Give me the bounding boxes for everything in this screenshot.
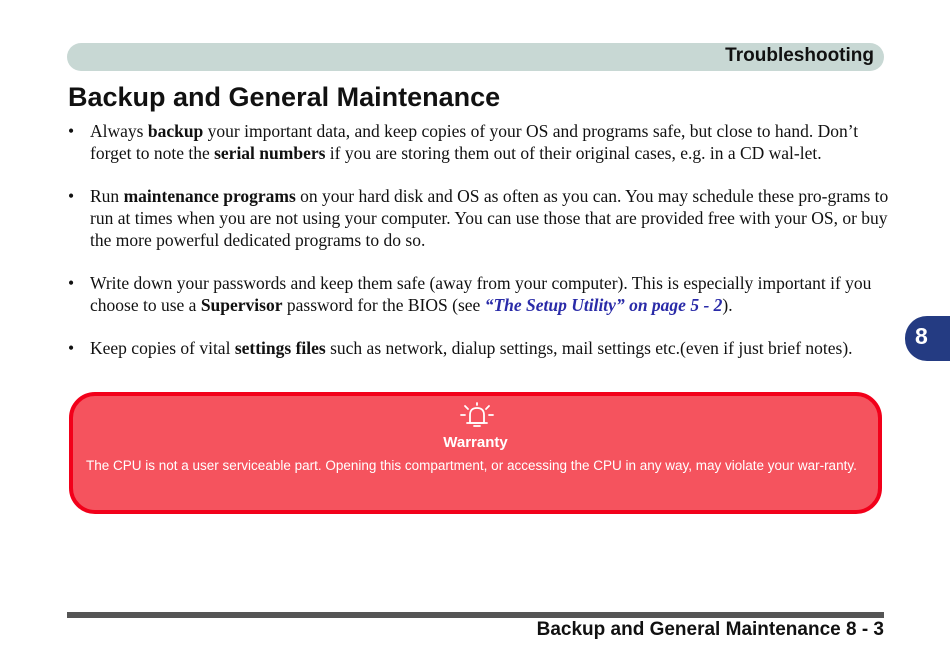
- bullet-text: on your hard disk and OS as often as you can. You may schedule these pro-grams to run at times when you are not using your computer. You can use those that are provided free with your OS, or buy the more powerful dedicated programs to do so.: [90, 186, 889, 250]
- bullet-item-backup: [68, 120, 890, 164]
- bullet-marker: •: [68, 186, 75, 206]
- bullet-marker: •: [68, 273, 75, 293]
- chapter-number: 8: [915, 323, 928, 349]
- bullet-marker: •: [68, 338, 75, 358]
- warranty-warning-box: [69, 392, 882, 514]
- bullet-bold-term: settings files: [234, 338, 326, 358]
- bullet-text: Always: [90, 121, 148, 141]
- bullet-text: your important data, and keep copies of your OS and programs safe, but close to hand. Don’t forget to note the: [90, 121, 859, 163]
- footer-rule: [67, 612, 884, 618]
- bullet-text: if you are storing them out of their original cases, e.g. in a CD wal-let.: [325, 143, 822, 163]
- header-bar: [67, 43, 884, 71]
- bullet-text: ).: [722, 295, 733, 315]
- bullet-list: [68, 120, 890, 380]
- bullet-bold-term: Supervisor: [200, 295, 283, 315]
- bullet-text: Write down your passwords and keep them safe (away from your computer). This is especially important if you choose to use a: [90, 273, 872, 315]
- warning-text: The CPU is not a user serviceable part. Opening this compartment, or accessing the CPU in any way, may violate your war-ranty.: [86, 458, 857, 473]
- page-title: Backup and General Maintenance: [68, 82, 501, 112]
- bullet-bold-term: maintenance programs: [123, 186, 296, 206]
- bullet-item-maintenance: [68, 185, 890, 251]
- alarm-bell-icon: [460, 402, 494, 430]
- bullet-text: Keep copies of vital: [90, 338, 235, 358]
- bullet-bold-term: serial numbers: [214, 143, 326, 163]
- bullet-bold-term: backup: [147, 121, 204, 141]
- bullet-text: Run: [90, 186, 124, 206]
- bullet-text: such as network, dialup settings, mail settings etc.(even if just brief notes).: [325, 338, 853, 358]
- footer-page-label: Backup and General Maintenance 8 - 3: [536, 619, 884, 640]
- header-section-label: Troubleshooting: [725, 45, 874, 66]
- chapter-tab[interactable]: [905, 316, 950, 361]
- bullet-item-passwords: [68, 272, 890, 316]
- warning-title: Warranty: [443, 434, 508, 451]
- bullet-marker: •: [68, 121, 75, 141]
- bullet-text: password for the BIOS (see: [282, 295, 485, 315]
- setup-utility-link[interactable]: “The Setup Utility” on page 5 - 2: [484, 295, 723, 315]
- bullet-item-settings: [68, 337, 890, 359]
